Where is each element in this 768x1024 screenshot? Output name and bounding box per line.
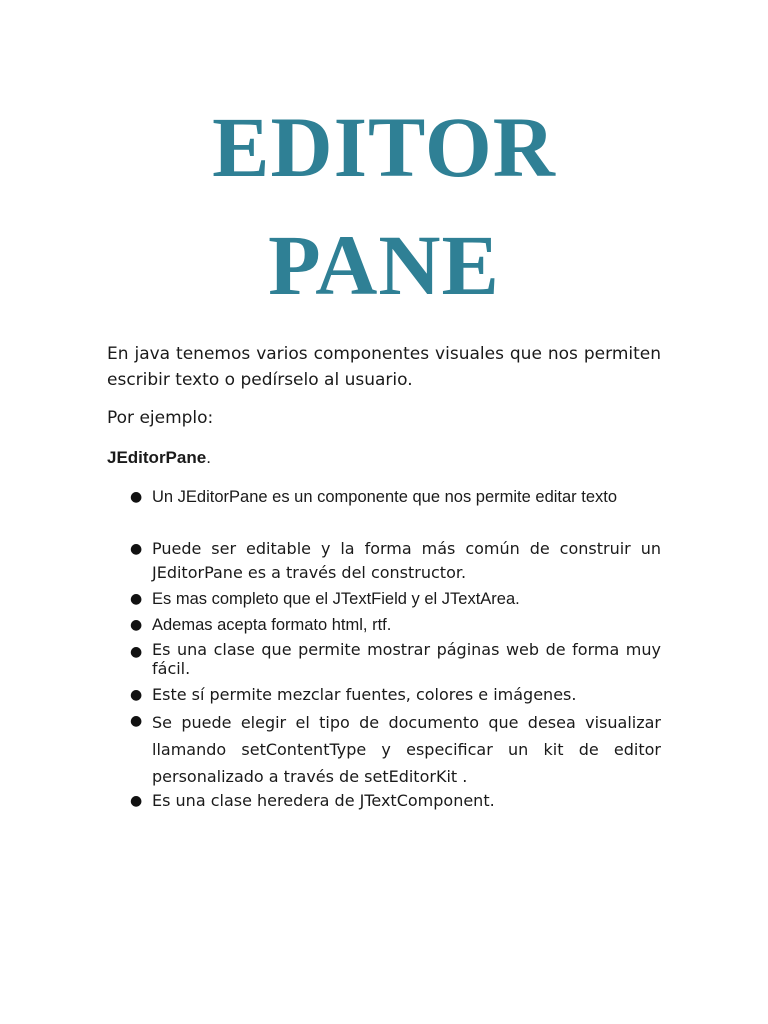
list-item	[130, 789, 661, 813]
list-item	[130, 613, 661, 637]
example-label: Por ejemplo:	[107, 408, 214, 428]
bullet-dot-icon: ●	[130, 489, 143, 505]
list-item-text: Este sí permite mezclar fuentes, colores e imágenes.	[152, 685, 577, 704]
bullet-dot-icon: ●	[130, 713, 143, 729]
list-item-text: Es mas completo que el JTextField y el JTextArea.	[152, 590, 520, 608]
list-item	[130, 537, 661, 585]
bullet-dot-icon: ●	[130, 617, 143, 633]
list-item-text: Es una clase heredera de JTextComponent.	[152, 791, 495, 810]
bullet-dot-icon: ●	[130, 644, 143, 660]
subheading-tail: .	[206, 448, 211, 467]
list-item-text: Puede ser editable y la forma más común de construir un JEditorPane es a través del constructor.	[152, 539, 661, 582]
list-item-text: Es una clase que permite mostrar páginas web de forma muy fácil.	[152, 640, 661, 678]
bullet-dot-icon: ●	[130, 591, 143, 607]
list-item	[130, 587, 661, 611]
list-item-text: Un JEditorPane es un componente que nos permite editar texto	[152, 488, 618, 506]
bullet-dot-icon: ●	[130, 793, 143, 809]
list-item	[130, 485, 661, 509]
subheading	[107, 445, 211, 471]
bullet-dot-icon: ●	[130, 541, 143, 557]
list-item	[130, 709, 661, 790]
list-item-text: Ademas acepta formato html, rtf.	[152, 616, 392, 634]
list-item-text: Se puede elegir el tipo de documento que desea visualizar llamando setContentType y especificar un kit de editor personalizado a través de setEditorKit .	[152, 713, 661, 786]
subheading-bold: JEditorPane	[107, 448, 207, 467]
list-item	[130, 683, 661, 707]
bullet-dot-icon: ●	[130, 687, 143, 703]
intro-paragraph: En java tenemos varios componentes visuales que nos permiten escribir texto o pedírselo al usuario.	[107, 344, 661, 390]
title-line-1: EDITOR	[212, 99, 556, 195]
title-line-2: PANE	[268, 217, 500, 313]
list-item	[130, 640, 661, 678]
